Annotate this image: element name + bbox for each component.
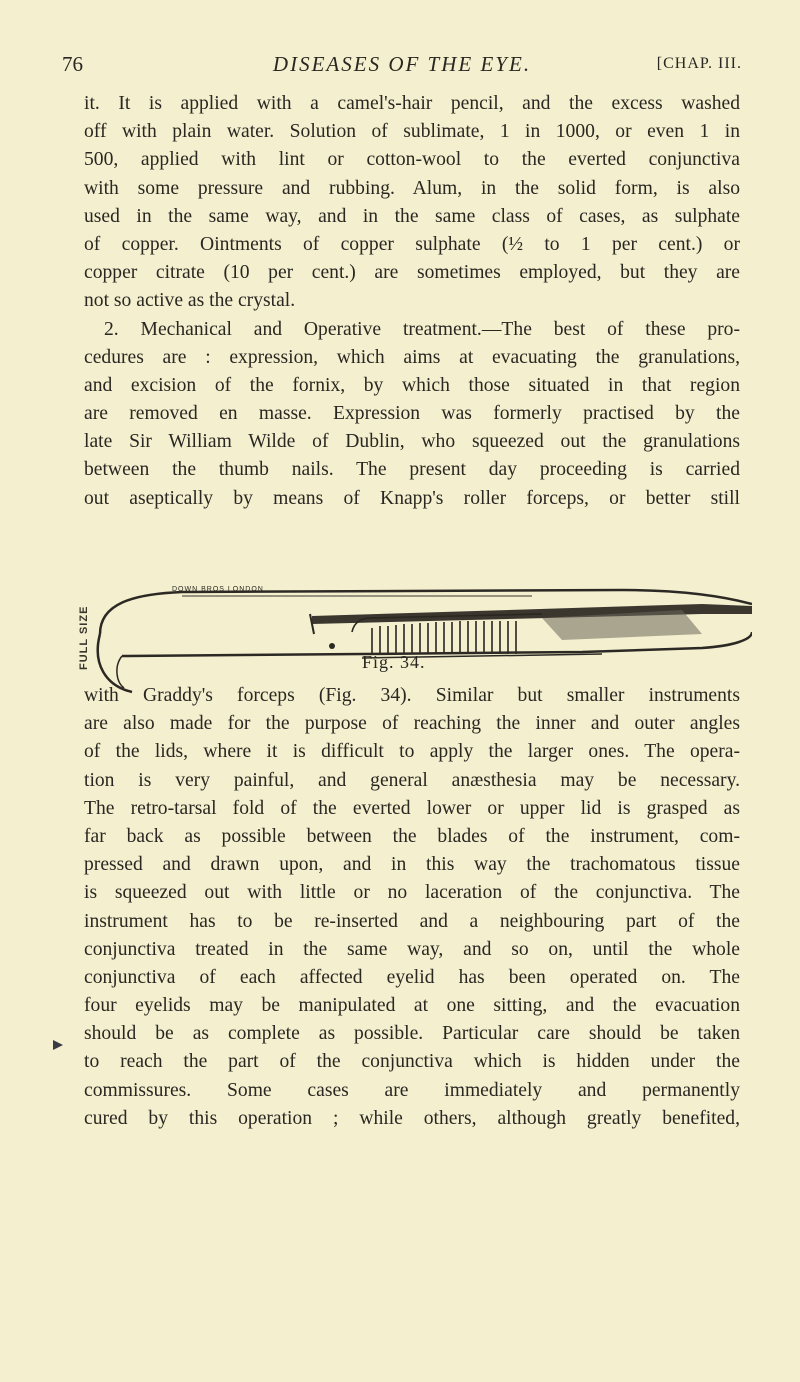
text-line: used in the same way, and in the same class of cases, as sulphate xyxy=(84,205,740,227)
text-line: tion is very painful, and general anæsthesia may be necessary. xyxy=(84,769,740,791)
text-line: of copper. Ointments of copper sulphate (½ to 1 per cent.) or xyxy=(84,233,740,255)
text-line: instrument has to be re-inserted and a neighbouring part of the xyxy=(84,910,740,932)
text-line: are also made for the purpose of reaching the inner and outer angles xyxy=(84,713,740,735)
text-line: should be as complete as possible. Particular care should be taken xyxy=(84,1023,740,1045)
full-size-label: FULL SIZE xyxy=(78,605,90,670)
text-line: between the thumb nails. The present day proceeding is carried xyxy=(84,459,740,481)
text-line: conjunctiva treated in the same way, and so on, until the whole xyxy=(84,938,740,960)
text-line: with Graddy's forceps (Fig. 34). Similar but smaller instruments xyxy=(84,685,740,706)
text-line: far back as possible between the blades of the instrument, com- xyxy=(84,825,740,847)
page-title: DISEASES OF THE EYE. xyxy=(272,52,532,76)
chapter-label: [CHAP. III. xyxy=(656,55,742,72)
text-line: conjunctiva of each affected eyelid has been operated on. The xyxy=(84,966,740,988)
text-line: is squeezed out with little or no laceration of the conjunctiva. The xyxy=(84,882,740,904)
text-line: four eyelids may be manipulated at one sitting, and the evacuation xyxy=(84,995,740,1017)
text-line: 500, applied with lint or cotton-wool to the everted conjunctiva xyxy=(84,149,740,171)
forceps-illustration xyxy=(62,574,752,694)
text-line: not so active as the crystal. xyxy=(84,290,296,312)
text-line: pressed and drawn upon, and in this way the trachomatous tissue xyxy=(84,854,740,876)
text-line: The retro-tarsal fold of the everted lower or upper lid is grasped as xyxy=(84,797,740,819)
text-line: and excision of the fornix, by which those situated in that region xyxy=(84,374,740,396)
text-block-after-figure xyxy=(84,682,740,1133)
text-block-before-figure xyxy=(84,90,740,513)
text-line: copper citrate (10 per cent.) are sometimes employed, but they are xyxy=(84,262,740,284)
maker-mark xyxy=(172,580,312,596)
text-line: with some pressure and rubbing. Alum, in the solid form, is also xyxy=(84,177,740,199)
running-head xyxy=(62,52,742,82)
text-line: of the lids, where it is difficult to apply the larger ones. The opera- xyxy=(84,741,740,763)
text-line: cured by this operation ; while others, although greatly benefited, xyxy=(84,1107,740,1129)
margin-arrow-icon xyxy=(52,1039,64,1051)
text-line: off with plain water. Solution of sublimate, 1 in 1000, or even 1 in xyxy=(84,121,740,143)
text-line: cedures are : expression, which aims at evacuating the granulations, xyxy=(84,346,740,368)
figure-caption: Fig. 34. xyxy=(362,652,426,672)
text-line: out aseptically by means of Knapp's roller forceps, or better still xyxy=(84,487,740,509)
text-line: are removed en masse. Expression was formerly practised by the xyxy=(84,403,740,425)
maker-mark-text: DOWN BROS LONDON xyxy=(172,586,264,593)
text-line: late Sir William Wilde of Dublin, who squeezed out the granulations xyxy=(84,431,740,453)
text-line: commissures. Some cases are immediately and permanently xyxy=(84,1079,740,1101)
text-line: to reach the part of the conjunctiva which is hidden under the xyxy=(84,1051,740,1073)
text-line: it. It is applied with a camel's-hair pencil, and the excess washed xyxy=(84,93,740,114)
text-line: 2. Mechanical and Operative treatment.—The best of these pro- xyxy=(104,318,740,340)
page-number: 76 xyxy=(62,52,83,76)
